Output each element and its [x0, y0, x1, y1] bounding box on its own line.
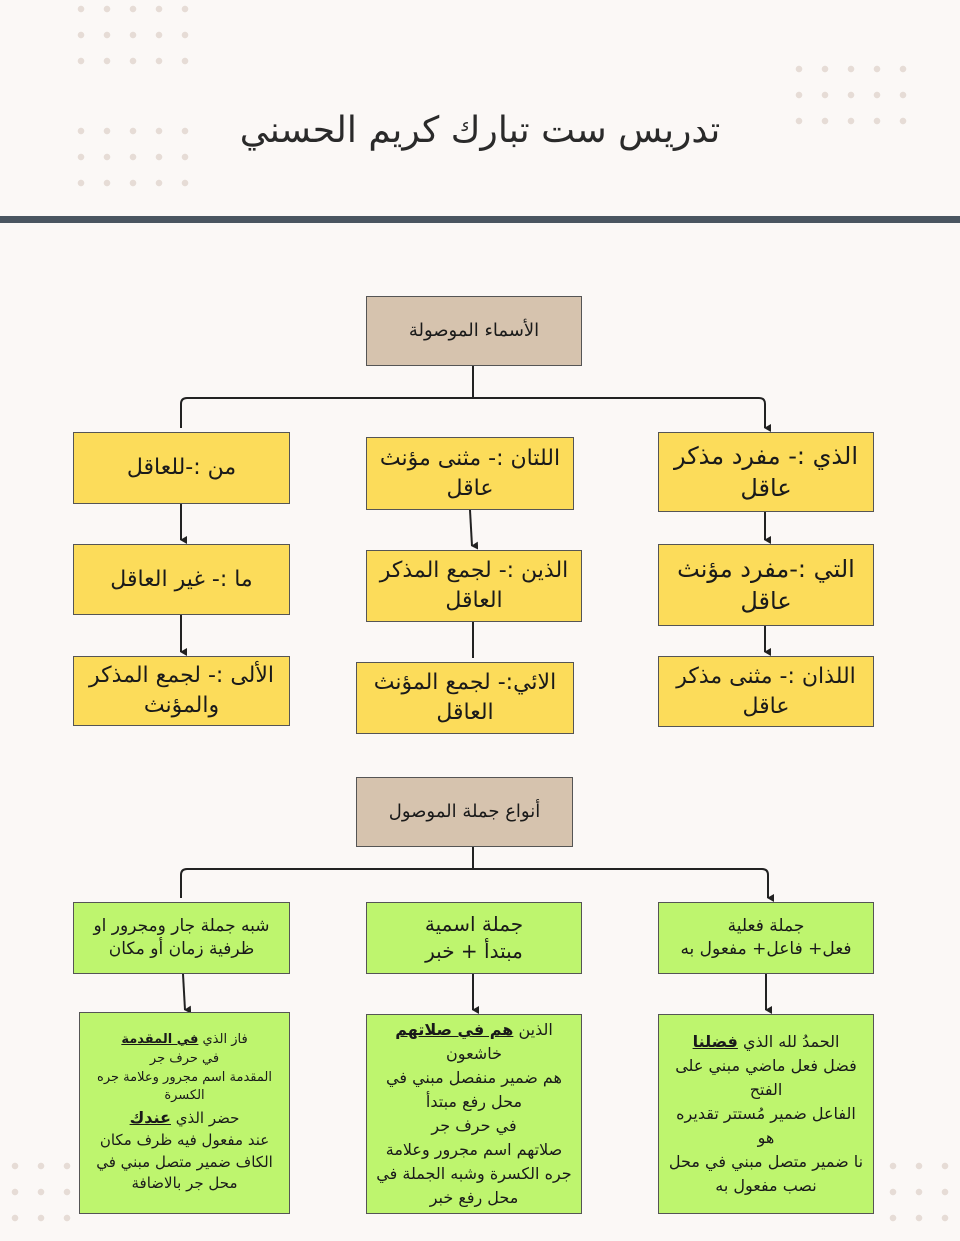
example-keyword: في المقدمة	[121, 1031, 199, 1047]
example-line: عند مفعول فيه ظرف مكان	[99, 1130, 270, 1149]
example-line: صلاتهم اسم مجرور وعلامة جره الكسرة وشبه الجملة في محل رفع خبر	[376, 1140, 572, 1207]
example-line: المقدمة اسم مجرور وعلامة جره الكسرة	[97, 1069, 272, 1104]
relative-clause-types-header: أنواع جملة الموصول	[356, 777, 573, 847]
example-line: فضل فعل ماضي مبني على الفتح	[675, 1056, 857, 1099]
semi-sentence-box: شبه جملة جار ومجرور او ظرفية زمان أو مكان	[73, 902, 290, 974]
box-ma: ما :- غير العاقل	[73, 544, 290, 615]
box-alula: الألى :- لجمع المذكر والمؤنث	[73, 656, 290, 726]
verbal-example-box	[658, 1014, 874, 1214]
verbal-sentence-box	[658, 902, 874, 974]
box-alladhan: اللذان :- مثنى مذكر عاقل	[658, 656, 874, 727]
example-text: حضر الذي	[170, 1109, 240, 1128]
page-title: تدريس ست تبارك كريم الحسني	[239, 110, 721, 151]
example-keyword: فضلنا	[692, 1032, 738, 1051]
box-allati: التي :-مفرد مؤنث عاقل	[658, 544, 874, 626]
example-text: الذين	[513, 1020, 553, 1039]
verbal-example-sentence	[693, 1030, 840, 1054]
nominal-sentence-box	[366, 902, 582, 974]
nominal-sentence-formula: مبتدأ + خبر	[425, 939, 523, 963]
box-allatan: اللتان :- مثنى مؤنث عاقل	[366, 437, 574, 510]
verbal-sentence-formula: فعل+ فاعل+ مفعول به	[680, 939, 852, 959]
example-line: في حرف جر	[431, 1116, 517, 1135]
box-man: من :-للعاقل	[73, 432, 290, 504]
box-alladhina: الذين :- لجمع المذكر العاقل	[366, 550, 582, 622]
nominal-sentence-title: جملة اسمية	[424, 912, 524, 936]
relative-nouns-header: الأسماء الموصولة	[366, 296, 582, 366]
example-line: هم ضمير منفصل مبني في محل رفع مبتدأ	[386, 1068, 562, 1111]
example-keyword: هم في صلاتهم	[395, 1020, 514, 1039]
semi-example-sentence-1	[121, 1031, 247, 1050]
example-text: فاز الذي	[198, 1031, 248, 1047]
nominal-example-box	[366, 1014, 582, 1214]
example-line: الفاعل ضمير مُستتر تقديره هو	[676, 1104, 856, 1147]
example-text: الحمدُ لله الذي	[737, 1032, 840, 1051]
verbal-sentence-title: جملة فعلية	[727, 916, 805, 937]
semi-example-sentence-2	[130, 1106, 240, 1130]
box-allaai: الائي:- لجمع المؤنث العاقل	[356, 662, 574, 734]
example-line: الكاف ضمير متصل مبني في محل جر بالاضافة	[96, 1152, 273, 1193]
box-alladhi: الذي :- مفرد مذكر عاقل	[658, 432, 874, 512]
example-keyword: عندك	[129, 1108, 171, 1128]
nominal-example-sentence	[395, 1018, 553, 1042]
example-line: نا ضمير متصل مبني في محل نصب مفعول به	[668, 1152, 864, 1195]
semi-sentence-example-box	[79, 1012, 290, 1214]
example-line: خاشعون	[446, 1044, 502, 1063]
example-line: في حرف جر	[149, 1050, 220, 1066]
